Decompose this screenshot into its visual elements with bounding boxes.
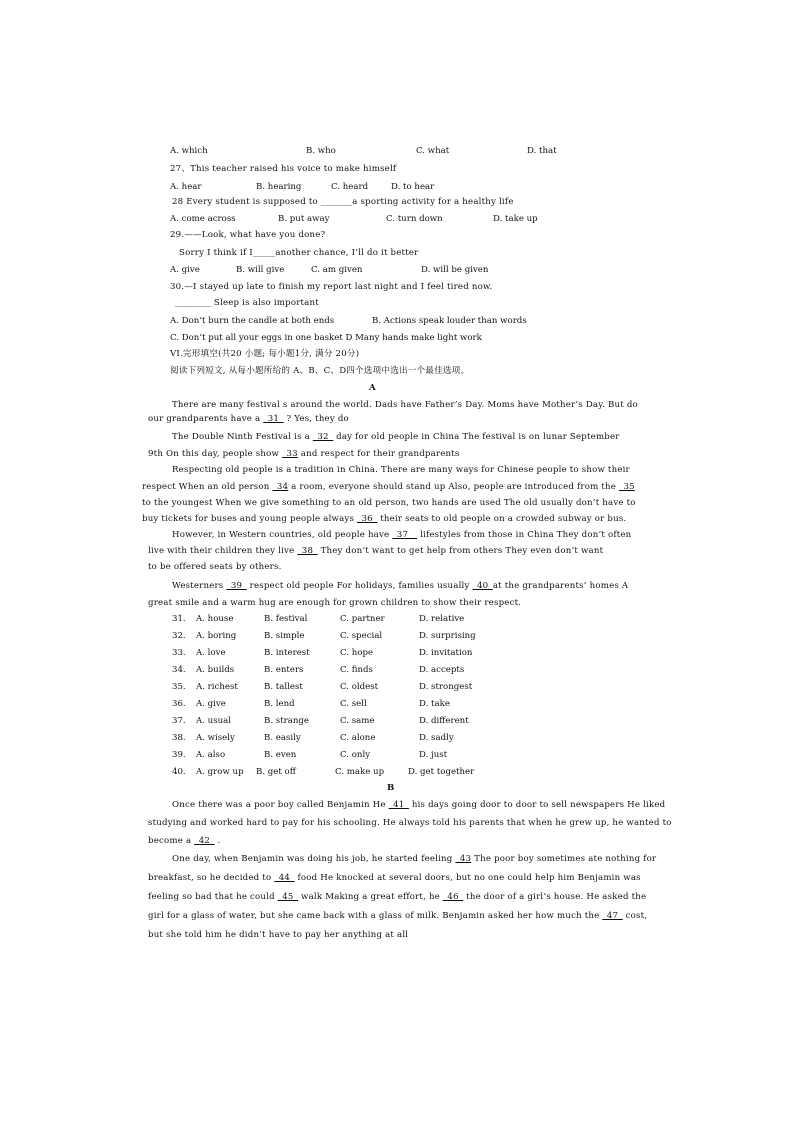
passage-text: walk Making a great effort, he: [298, 892, 443, 902]
q29-stem: 29.——Look, what have you done?: [170, 230, 326, 240]
passage-line: [172, 800, 665, 811]
answer-option[interactable]: D. accepts: [419, 665, 465, 675]
answer-option[interactable]: C. hope: [340, 648, 374, 658]
q30-stem-reply: ________ Sleep is also important: [175, 298, 319, 308]
q30-option-cd[interactable]: C. Don’t put all your eggs in one basket D Many hands make light work: [170, 333, 482, 343]
answer-option[interactable]: A. also: [196, 750, 226, 760]
passage-text: cost,: [622, 911, 648, 921]
answer-option[interactable]: C. only: [340, 750, 371, 760]
answer-option[interactable]: C. special: [340, 631, 383, 641]
passage-line: [172, 400, 638, 411]
answer-option[interactable]: C. same: [340, 716, 375, 726]
q30-option-b[interactable]: B. Actions speak louder than words: [372, 316, 527, 326]
passage-a-label: A: [369, 383, 376, 393]
answer-option[interactable]: A. boring: [196, 631, 237, 641]
passage-text: but she told him he didn’t have to pay her anything at all: [148, 930, 409, 940]
answer-option[interactable]: D. relative: [419, 614, 465, 624]
q28-option-b[interactable]: B. put away: [278, 214, 330, 224]
answer-option[interactable]: C. sell: [340, 699, 367, 709]
blank[interactable]: _34: [272, 482, 289, 492]
q29-option-a[interactable]: A. give: [170, 265, 200, 275]
passage-text: respect old people For holidays, families usually: [246, 581, 473, 591]
question-number: 34.: [172, 665, 186, 675]
q30-stem: 30.—I stayed up late to finish my report last night and I feel tired now.: [170, 282, 493, 292]
passage-text: to be offered seats by others.: [148, 562, 282, 572]
answer-option[interactable]: A. love: [196, 648, 226, 658]
passage-text: buy tickets for buses and young people always: [142, 514, 357, 524]
passage-text: studying and worked hard to pay for his schooling. He always told his parents that when he grew up, he wanted to: [148, 818, 672, 828]
answer-option[interactable]: D. just: [419, 750, 448, 760]
passage-line: [172, 465, 630, 476]
answer-option[interactable]: C. finds: [340, 665, 373, 675]
blank[interactable]: _43: [455, 854, 472, 864]
passage-line: [142, 482, 635, 493]
answer-option[interactable]: D. take: [419, 699, 450, 709]
question-number: 35.: [172, 682, 186, 692]
passage-text: live with their children they live: [148, 546, 298, 556]
answer-option[interactable]: C. partner: [340, 614, 385, 624]
passage-line: [148, 892, 646, 903]
blank[interactable]: _36_: [357, 514, 378, 524]
q28-option-d[interactable]: D. take up: [493, 214, 538, 224]
q26-option-a[interactable]: A. which: [170, 146, 208, 156]
answer-option[interactable]: C. oldest: [340, 682, 379, 692]
passage-line: [172, 432, 620, 443]
passage-text: their seats to old people on a crowded subway or bus.: [377, 514, 627, 524]
answer-option[interactable]: A. grow up: [196, 767, 244, 777]
q27-option-a[interactable]: A. hear: [170, 182, 202, 192]
blank[interactable]: _40_: [472, 581, 493, 591]
section-instruction: 阅读下列短文, 从每小题所给的 A、B、C、D四个选项中选出一个最佳选项。: [170, 366, 470, 376]
q27-option-d[interactable]: D. to hear: [391, 182, 435, 192]
q30-option-a[interactable]: A. Don’t burn the candle at both ends: [170, 316, 335, 326]
blank[interactable]: _39_: [226, 581, 247, 591]
passage-text: ? Yes, they do: [283, 414, 349, 424]
answer-option[interactable]: C. make up: [335, 767, 385, 777]
blank[interactable]: _41_: [388, 800, 409, 810]
passage-text: Westerners: [172, 581, 227, 591]
passage-text: day for old people in China The festival is on lunar September: [333, 432, 620, 442]
question-number: 33.: [172, 648, 186, 658]
answer-option[interactable]: D. surprising: [419, 631, 476, 641]
passage-text: lifestyles from those in China They don’t often: [417, 530, 632, 540]
passage-text: Once there was a poor boy called Benjamin He: [172, 800, 389, 810]
passage-line: [148, 873, 641, 884]
q26-option-c[interactable]: C. what: [416, 146, 450, 156]
passage-line: [172, 854, 656, 865]
answer-option[interactable]: A. richest: [196, 682, 238, 692]
blank[interactable]: _35: [619, 482, 635, 492]
passage-text: breakfast, so he decided to: [148, 873, 275, 883]
blank[interactable]: _46_: [442, 892, 464, 902]
blank[interactable]: _31_: [263, 414, 284, 424]
blank[interactable]: _33: [282, 449, 298, 459]
q29-option-b[interactable]: B. will give: [236, 265, 285, 275]
question-number: 32.: [172, 631, 186, 641]
passage-text: Respecting old people is a tradition in China. There are many ways for Chinese people to show their: [172, 465, 630, 475]
passage-line: [148, 911, 647, 922]
q28-option-a[interactable]: A. come across: [170, 214, 236, 224]
passage-line: [148, 562, 282, 573]
passage-line: [142, 514, 626, 525]
passage-text: become a: [148, 836, 195, 846]
passage-line: [148, 930, 408, 941]
blank[interactable]: _42_: [194, 836, 215, 846]
question-number: 39.: [172, 750, 186, 760]
passage-line: [148, 836, 220, 847]
answer-option[interactable]: D. strongest: [419, 682, 473, 692]
passage-text: One day, when Benjamin was doing his job, he started feeling: [172, 854, 456, 864]
q29-stem-reply: Sorry I think if I_____another chance, I’ll do it better: [179, 248, 419, 258]
answer-option[interactable]: A. builds: [196, 665, 235, 675]
answer-option[interactable]: B. simple: [264, 631, 305, 641]
q27-option-b[interactable]: B. hearing: [256, 182, 302, 192]
passage-text: .: [214, 836, 221, 846]
passage-text: a room, everyone should stand up Also, people are introduced from the: [288, 482, 619, 492]
passage-text: 9th On this day, people show: [148, 449, 283, 459]
answer-option[interactable]: C. alone: [340, 733, 376, 743]
q27-option-c[interactable]: C. heard: [331, 182, 369, 192]
passage-text: There are many festival s around the world. Dads have Father’s Day. Moms have Mother’s Day. But do: [172, 400, 638, 410]
passage-text: at the grandparents’ homes A: [492, 581, 629, 591]
question-number: 38.: [172, 733, 186, 743]
passage-text: The poor boy sometimes ate nothing for: [471, 854, 657, 864]
blank[interactable]: _38_: [297, 546, 318, 556]
passage-line: [142, 498, 636, 509]
answer-option[interactable]: D. invitation: [419, 648, 473, 658]
passage-text: respect When an old person: [142, 482, 273, 492]
answer-option[interactable]: B. tallest: [264, 682, 303, 692]
passage-text: his days going door to door to sell newspapers He liked: [408, 800, 666, 810]
passage-text: feeling so bad that he could: [148, 892, 278, 902]
answer-option[interactable]: B. get off: [256, 767, 296, 777]
passage-text: to the youngest When we give something to an old person, two hands are used The old usually don’t have to: [142, 498, 636, 508]
q27-stem: 27、This teacher raised his voice to make himself: [170, 164, 397, 174]
passage-line: [148, 818, 672, 829]
section-heading: VI.完形填空(共20 小题; 每小题1分, 满分 20分): [170, 349, 360, 359]
answer-option[interactable]: B. easily: [264, 733, 301, 743]
question-number: 31.: [172, 614, 186, 624]
answer-option[interactable]: B. even: [264, 750, 297, 760]
q26-option-b[interactable]: B. who: [306, 146, 336, 156]
answer-option[interactable]: B. lend: [264, 699, 295, 709]
passage-text: the door of a girl’s house. He asked the: [463, 892, 647, 902]
passage-text: food He knocked at several doors, but no one could help him Benjamin was: [294, 873, 641, 883]
passage-text: great smile and a warm hug are enough for grown children to show their respect.: [148, 598, 522, 608]
blank[interactable]: _44_: [274, 873, 295, 883]
answer-option[interactable]: B. strange: [264, 716, 309, 726]
passage-text: girl for a glass of water, but she came back with a glass of milk. Benjamin asked her how much the: [148, 911, 603, 921]
q28-option-c[interactable]: C. turn down: [386, 214, 443, 224]
passage-text: The Double Ninth Festival is a: [172, 432, 313, 442]
passage-line: [148, 598, 521, 609]
question-number: 40.: [172, 767, 186, 777]
blank[interactable]: _47_: [602, 911, 623, 921]
blank[interactable]: _45_: [277, 892, 299, 902]
passage-line: [148, 546, 603, 557]
answer-option[interactable]: A. usual: [196, 716, 232, 726]
blank[interactable]: _37__: [392, 530, 418, 540]
answer-option[interactable]: A. house: [196, 614, 234, 624]
passage-line: [172, 530, 631, 541]
blank[interactable]: _32_: [312, 432, 334, 442]
passage-line: [172, 581, 628, 592]
answer-option[interactable]: B. enters: [264, 665, 304, 675]
passage-text: our grandparents have a: [148, 414, 264, 424]
answer-option[interactable]: B. interest: [264, 648, 310, 658]
answer-option[interactable]: A. wisely: [196, 733, 235, 743]
q28-stem: 28 Every student is supposed to _______a sporting activity for a healthy life: [172, 197, 514, 207]
q26-option-d[interactable]: D. that: [527, 146, 557, 156]
answer-option[interactable]: A. give: [196, 699, 226, 709]
q29-option-c[interactable]: C. am given: [311, 265, 363, 275]
q29-option-d[interactable]: D. will be given: [421, 265, 489, 275]
question-number: 36.: [172, 699, 186, 709]
answer-option[interactable]: D. different: [419, 716, 469, 726]
answer-option[interactable]: D. sadly: [419, 733, 454, 743]
passage-line: [148, 414, 349, 425]
passage-line: [148, 449, 460, 460]
answer-option[interactable]: D. get together: [408, 767, 475, 777]
passage-text: They don’t want to get help from others They even don’t want: [317, 546, 604, 556]
answer-option[interactable]: B. festival: [264, 614, 308, 624]
passage-text: and respect for their grandparents: [297, 449, 460, 459]
passage-text: However, in Western countries, old people have: [172, 530, 393, 540]
passage-b-label: B: [387, 783, 395, 793]
question-number: 37.: [172, 716, 186, 726]
